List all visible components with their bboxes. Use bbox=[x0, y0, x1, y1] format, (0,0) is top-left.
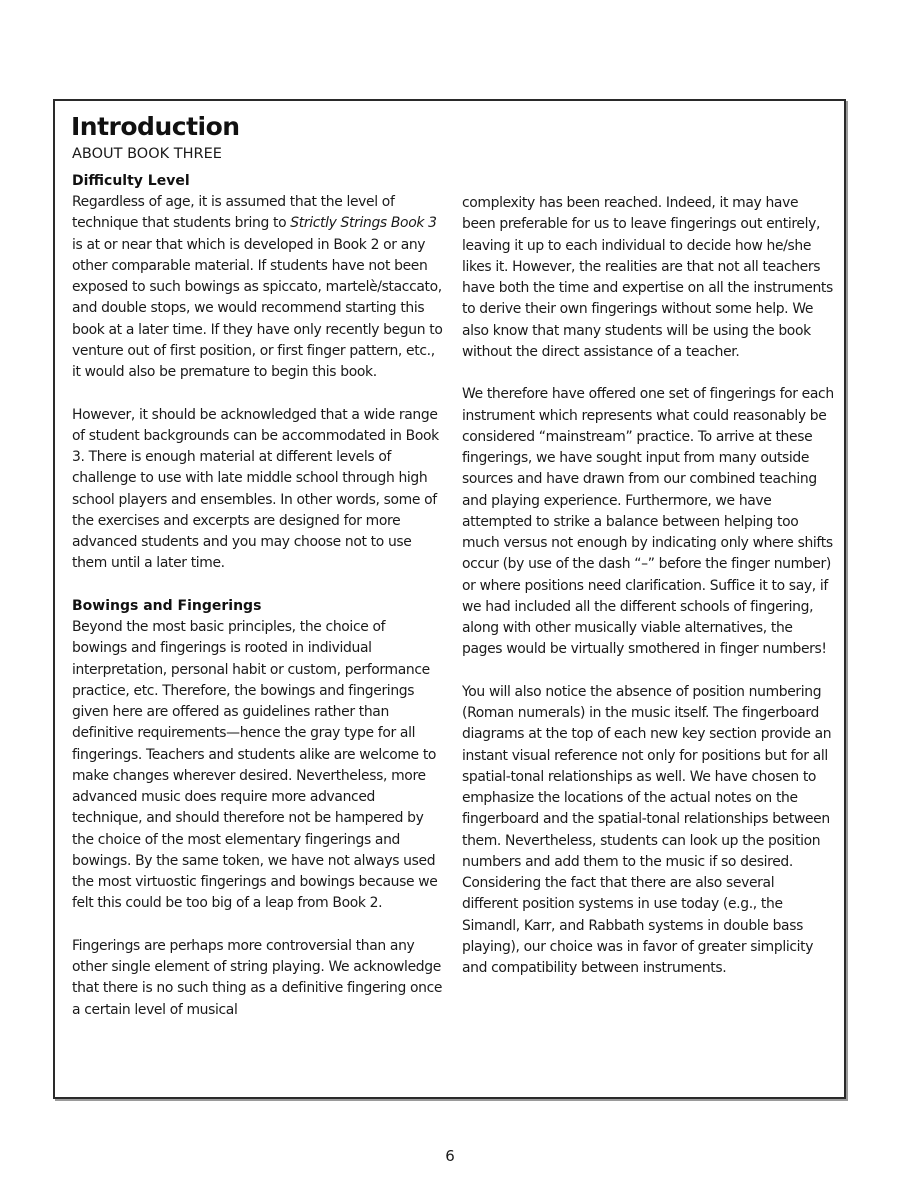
bowings-paragraph-2: Fingerings are perhaps more controversial than any other single element of string playing. We acknowledge that there is no such thing as a definitive fingering once a certain level of musical bbox=[72, 937, 443, 1018]
page-title: Introduction bbox=[71, 112, 240, 141]
difficulty-p1-text-a: Regardless of age, it is assumed that the level of technique that students bring to bbox=[72, 194, 395, 232]
page-number: 6 bbox=[445, 1147, 455, 1165]
difficulty-paragraph-1 bbox=[72, 192, 444, 383]
right-paragraph-2: We therefore have offered one set of fingerings for each instrument which represents what could reasonably be considered “mainstream” practice. To arrive at these fingerings, we have sought input from many outside sources and have drawn from our combined teaching and playing experience. Furthermore, we have attempted to strike a balance between helping too much versus not enough by indicating only where shifts occur (by use of the dash “–” before the finger number) or where positions need clarification. Suffice it to say, if we had included all the different schools of fingering, along with other musically viable alternatives, the pages would be virtually smothered in finger numbers! bbox=[462, 386, 834, 658]
difficulty-paragraph-2: However, it should be acknowledged that a wide range of student backgrounds can be accommodated in Book 3. There is enough material at different levels of challenge to use with late middle school through high school players and ensembles. In other words, some of the exercises and excerpts are designed for more advanced students and you may choose not to use them until a later time. bbox=[72, 406, 439, 572]
left-column bbox=[72, 171, 444, 1021]
bowings-paragraph-1: Beyond the most basic principles, the choice of bowings and fingerings is rooted in individual interpretation, personal habit or custom, performance practice, etc. Therefore, the bowings and fingerings given here are offered as guidelines rather than definitive requirements—hence the gray type for all fingerings. Teachers and students alike are welcome to make changes wherever desired. Nevertheless, more advanced music does require more advanced technique, and should therefore not be hampered by the choice of the most elementary fingerings and bowings. By the same token, we have not always used the most virtuostic fingerings and bowings because we felt this could be too big of a leap from Book 2. bbox=[72, 619, 438, 912]
bowings-heading: Bowings and Fingerings bbox=[72, 597, 262, 614]
right-paragraph-3: You will also notice the absence of position numbering (Roman numerals) in the music itself. The fingerboard diagrams at the top of each new key section provide an instant visual reference not only for positions but for all spatial-tonal relationships as well. We have chosen to emphasize the locations of the actual notes on the fingerboard and the spatial-tonal relationships between them. Nevertheless, students can look up the position numbers and add them to the music if so desired. Considering the fact that there are also several different position systems in use today (e.g., the Simandl, Karr, and Rabbath systems in double bass playing), our choice was in favor of greater simplicity and compatibility between instruments. bbox=[462, 683, 832, 976]
book-title-italic: Strictly Strings Book 3 bbox=[290, 215, 437, 232]
right-paragraph-1: complexity has been reached. Indeed, it may have been preferable for us to leave fingerings out entirely, leaving it up to each individual to decide how he/she likes it. However, the realities are that not all teachers have both the time and expertise on all the instruments to derive their own fingerings without some help. We also know that many students will be using the book without the direct assistance of a teacher. bbox=[462, 195, 833, 360]
right-column bbox=[462, 193, 834, 979]
difficulty-heading: Difficulty Level bbox=[72, 173, 190, 189]
difficulty-p1-text-b: is at or near that which is developed in Book 2 or any other comparable material. If students have not been exposed to such bowings as spiccato, martelè/staccato, and double stops, we would recommend starting this book at a later time. If they have only recently begun to venture out of first position, or first finger pattern, etc., it would also be premature to begin this book. bbox=[72, 236, 443, 381]
page-subtitle: ABOUT BOOK THREE bbox=[72, 146, 222, 162]
page-frame bbox=[53, 99, 846, 1099]
